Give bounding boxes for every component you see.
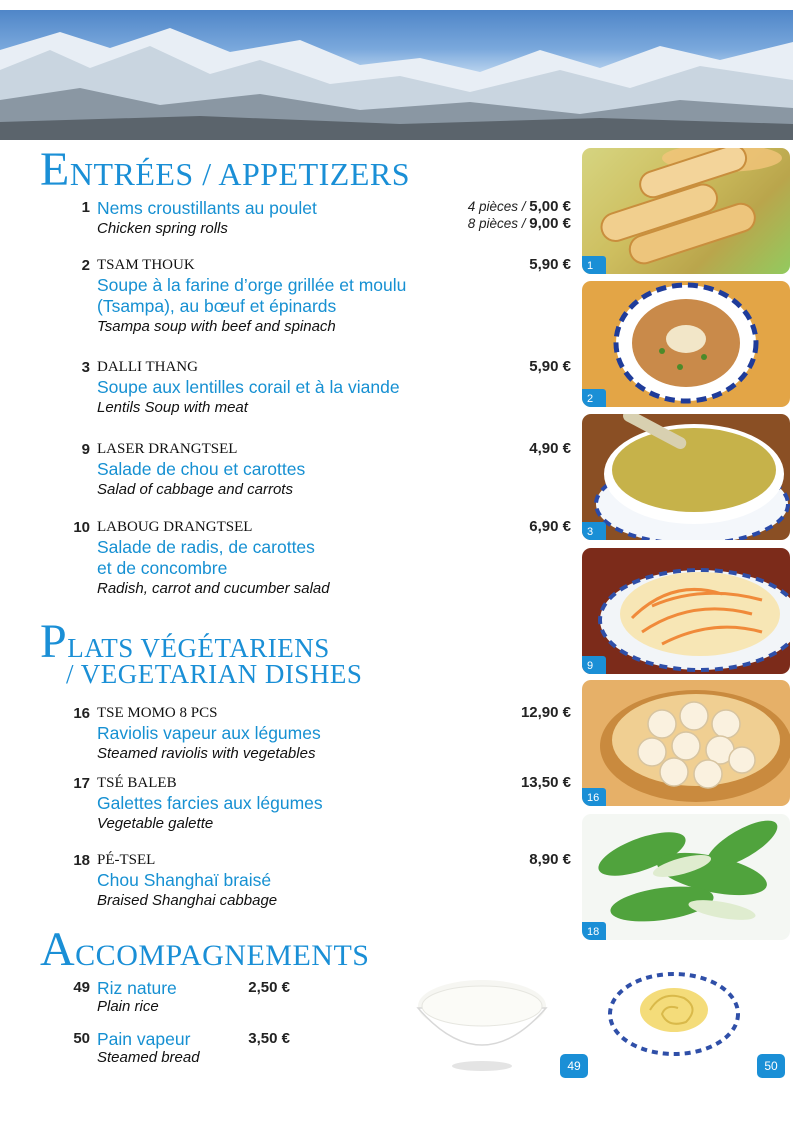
item-english-name: Tsampa soup with beef and spinach bbox=[97, 318, 336, 335]
price-qty: 8 pièces / bbox=[467, 216, 526, 231]
photo-cabbage-salad bbox=[582, 548, 790, 674]
menu-item-10 bbox=[60, 518, 580, 602]
title-line2: / VEGETARIAN DISHES bbox=[66, 659, 363, 689]
item-tibetan-name: TSAM THOUK bbox=[97, 257, 195, 273]
item-english-name: Steamed raviolis with vegetables bbox=[97, 745, 316, 762]
photo-shanghai-cabbage bbox=[582, 814, 790, 940]
menu-item-17 bbox=[60, 774, 580, 836]
menu-item-16 bbox=[60, 704, 580, 766]
item-english-name: Lentils Soup with meat bbox=[97, 399, 248, 416]
menu-item-49 bbox=[60, 978, 300, 1020]
item-french-name: et de concombre bbox=[97, 558, 228, 578]
item-number: 50 bbox=[73, 1030, 90, 1047]
bread-plate-illustration bbox=[604, 968, 754, 1058]
item-price: 5,90 € bbox=[529, 256, 571, 273]
title-cap: P bbox=[40, 615, 68, 668]
menu-item-1 bbox=[60, 198, 580, 242]
item-french-name: Chou Shanghaï braisé bbox=[97, 870, 272, 890]
title-rest: NTRÉES / APPETIZERS bbox=[69, 156, 411, 192]
item-tibetan-name: PÉ-TSEL bbox=[97, 852, 156, 868]
item-tibetan-name: DALLI THANG bbox=[97, 359, 198, 375]
photo-steamed-bread bbox=[604, 968, 789, 1082]
section-title-vegetarian bbox=[40, 614, 362, 690]
item-french-name: Raviolis vapeur aux légumes bbox=[97, 723, 321, 743]
section-title-appetizers bbox=[40, 142, 410, 197]
photo-number-badge: 18 bbox=[582, 922, 606, 940]
item-english-name: Chicken spring rolls bbox=[97, 220, 228, 237]
item-number: 3 bbox=[81, 359, 90, 376]
soup-bowl-illustration bbox=[582, 281, 790, 407]
item-tibetan-name: LASER DRANGTSEL bbox=[97, 441, 238, 457]
item-number: 10 bbox=[73, 519, 90, 536]
item-number: 9 bbox=[81, 441, 90, 458]
item-french-name: Salade de radis, de carottes bbox=[97, 537, 315, 557]
title-rest: CCOMPAGNEMENTS bbox=[75, 939, 370, 972]
spring-rolls-illustration bbox=[582, 148, 790, 274]
item-price: 5,90 € bbox=[529, 358, 571, 375]
rice-bowl-illustration bbox=[408, 962, 558, 1072]
photo-number-badge: 49 bbox=[560, 1054, 588, 1078]
item-price: 4,90 € bbox=[529, 440, 571, 457]
title-cap: E bbox=[40, 143, 70, 196]
item-french-name: Salade de chou et carottes bbox=[97, 459, 306, 479]
photo-rice-bowl bbox=[408, 962, 588, 1082]
item-english-name: Salad of cabbage and carrots bbox=[97, 481, 293, 498]
item-price: 6,90 € bbox=[529, 518, 571, 535]
menu-item-18 bbox=[60, 851, 580, 913]
bok-choy-illustration bbox=[582, 814, 790, 940]
item-price: 3,50 € bbox=[248, 1030, 290, 1047]
photo-number-badge: 9 bbox=[582, 656, 606, 674]
item-number: 18 bbox=[73, 852, 90, 869]
menu-item-50 bbox=[60, 1029, 300, 1071]
photo-tsampa-soup bbox=[582, 281, 790, 407]
menu-item-9 bbox=[60, 440, 580, 502]
soup-bowl-illustration bbox=[582, 414, 790, 540]
price-value: 9,00 € bbox=[529, 215, 571, 232]
price-line bbox=[468, 198, 571, 215]
title-rest: LATS VÉGÉTARIENS bbox=[67, 633, 330, 663]
item-tibetan-name: TSÉ BALEB bbox=[97, 775, 177, 791]
mountain-banner bbox=[0, 10, 793, 140]
item-english-name: Plain rice bbox=[97, 998, 159, 1015]
item-french-name: (Tsampa), au bœuf et épinards bbox=[97, 296, 337, 316]
photo-number-badge: 2 bbox=[582, 389, 606, 407]
photo-number-badge: 3 bbox=[582, 522, 606, 540]
item-french-name: Riz nature bbox=[97, 978, 177, 998]
item-number: 17 bbox=[73, 775, 90, 792]
menu-item-2 bbox=[60, 256, 580, 340]
item-number: 2 bbox=[81, 257, 90, 274]
item-number: 49 bbox=[73, 979, 90, 996]
menu-item-3 bbox=[60, 358, 580, 420]
price-line bbox=[468, 215, 571, 232]
photo-number-badge: 1 bbox=[582, 256, 606, 274]
item-english-name: Steamed bread bbox=[97, 1049, 200, 1066]
photo-lentil-soup bbox=[582, 414, 790, 540]
item-english-name: Braised Shanghai cabbage bbox=[97, 892, 278, 909]
item-french-name: Soupe à la farine d’orge grillée et moulu bbox=[97, 275, 407, 295]
item-english-name: Vegetable galette bbox=[97, 815, 214, 832]
item-english-name: Radish, carrot and cucumber salad bbox=[97, 580, 330, 597]
price-value: 5,00 € bbox=[529, 198, 571, 215]
item-french-name: Galettes farcies aux légumes bbox=[97, 793, 323, 813]
item-french-name: Soupe aux lentilles corail et à la viande bbox=[97, 377, 400, 397]
item-number: 1 bbox=[81, 199, 90, 216]
price-qty: 4 pièces / bbox=[467, 199, 526, 214]
salad-plate-illustration bbox=[582, 548, 790, 674]
photo-spring-rolls bbox=[582, 148, 790, 274]
steamer-basket-illustration bbox=[582, 680, 790, 806]
title-cap: A bbox=[40, 923, 76, 976]
item-number: 16 bbox=[73, 705, 90, 722]
item-french-name: Pain vapeur bbox=[97, 1029, 191, 1049]
photo-number-badge: 50 bbox=[757, 1054, 785, 1078]
item-price: 2,50 € bbox=[248, 979, 290, 996]
item-tibetan-name: LABOUG DRANGTSEL bbox=[97, 519, 253, 535]
photo-number-badge: 16 bbox=[582, 788, 606, 806]
item-price: 12,90 € bbox=[520, 704, 571, 721]
section-title-sides bbox=[40, 922, 369, 977]
item-price: 13,50 € bbox=[520, 774, 571, 791]
item-french-name: Nems croustillants au poulet bbox=[97, 198, 317, 218]
item-price: 8,90 € bbox=[529, 851, 571, 868]
item-tibetan-name: TSE MOMO 8 PCS bbox=[97, 705, 218, 721]
photo-momo-steamer bbox=[582, 680, 790, 806]
